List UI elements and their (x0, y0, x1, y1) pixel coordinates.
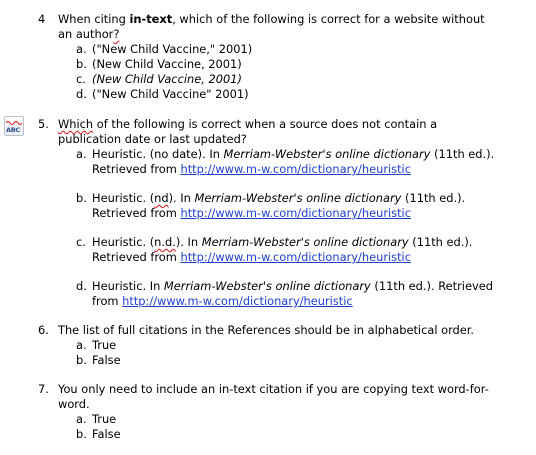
question-text: The list of full citations in the References should be in alphabetical order. (58, 323, 475, 337)
option-text-part: (11th ed.). Retrieved from (92, 235, 473, 264)
option-letter: a. (76, 412, 87, 426)
option-link[interactable]: http://www.m-w.com/dictionary/heuristic (180, 250, 411, 264)
answer-option-false[interactable] (76, 427, 498, 442)
question-number: 6. (38, 323, 49, 337)
option-text-part: Heuristic. ( (92, 191, 155, 205)
option-link[interactable]: http://www.m-w.com/dictionary/heuristic (122, 294, 353, 308)
spelling-check-icon[interactable] (4, 116, 24, 136)
option-text (92, 147, 498, 177)
question-6 (38, 323, 498, 368)
option-text: False (92, 427, 121, 441)
option-text: True (92, 412, 117, 426)
answer-option-d[interactable] (76, 279, 498, 309)
option-letter: c. (76, 72, 86, 86)
option-word-flagged: nd (154, 191, 169, 205)
question-text (58, 117, 498, 147)
answer-option-a[interactable] (76, 147, 498, 177)
option-text: ("New Child Vaccine" 2001) (92, 87, 249, 101)
question-emphasis: in-text (129, 12, 173, 26)
option-letter: b. (76, 353, 87, 367)
answer-option-false[interactable] (76, 353, 498, 368)
question-mark-flagged: ? (113, 27, 120, 41)
question-text: You only need to include an in-text citation if you are copying text word-for-word. (58, 382, 489, 411)
question-text-part: , which of the following is correct for a website without an author (58, 12, 485, 41)
option-letter: a. (76, 42, 87, 56)
option-title: Merriam-Webster's online dictionary (201, 235, 409, 249)
option-text (92, 191, 498, 221)
option-title: Merriam-Webster's online dictionary (163, 279, 371, 293)
option-text-part: (11th ed.). Retrieved from (92, 147, 495, 176)
spelling-wave-icon (6, 120, 22, 125)
answer-option-true[interactable] (76, 338, 498, 353)
answer-option-c[interactable] (76, 235, 498, 265)
option-link[interactable]: http://www.m-w.com/dictionary/heuristic (180, 162, 411, 176)
answer-options (76, 412, 498, 442)
option-letter: b. (76, 191, 87, 205)
option-word-flagged: n.d. (154, 235, 176, 249)
option-letter: d. (76, 87, 87, 101)
answer-options (76, 147, 498, 309)
option-text: False (92, 353, 121, 367)
option-letter: b. (76, 57, 87, 71)
option-text: (New Child Vaccine, 2001) (92, 57, 242, 71)
option-text: ("New Child Vaccine," 2001) (92, 42, 253, 56)
option-text-part: Heuristic. (no date). In (92, 147, 224, 161)
option-letter: a. (76, 338, 87, 352)
option-text (92, 235, 498, 265)
option-letter: c. (76, 235, 86, 249)
option-title: Merriam-Webster's online dictionary (194, 191, 402, 205)
answer-option-a[interactable] (76, 42, 498, 57)
question-number: 4 (38, 12, 46, 26)
option-text-part: ). In (168, 191, 195, 205)
answer-option-true[interactable] (76, 412, 498, 427)
option-text: True (92, 338, 117, 352)
question-4 (38, 12, 498, 102)
question-word-flagged: Which (58, 117, 94, 131)
option-title: Merriam-Webster's online dictionary (223, 147, 431, 161)
answer-options (76, 338, 498, 368)
question-text-part: When citing (58, 12, 130, 26)
option-text-part: (11th ed.). Retrieved from (92, 191, 466, 220)
answer-option-c[interactable] (76, 72, 498, 87)
answer-option-b[interactable] (76, 57, 498, 72)
option-text-part: (11th ed.). Retrieved from (92, 279, 493, 308)
option-letter: a. (76, 147, 87, 161)
question-number: 7. (38, 382, 49, 396)
question-5 (38, 117, 498, 309)
question-7 (38, 382, 498, 442)
spelling-check-label: ABC (6, 126, 20, 134)
question-number: 5. (38, 117, 49, 131)
option-text-part: Heuristic. In (92, 279, 164, 293)
option-letter: b. (76, 427, 87, 441)
option-text-part: Heuristic. ( (92, 235, 155, 249)
option-text: (New Child Vaccine, 2001) (92, 72, 242, 86)
option-text-part: ). In (175, 235, 202, 249)
answer-option-b[interactable] (76, 191, 498, 221)
answer-options (76, 42, 498, 102)
option-link[interactable]: http://www.m-w.com/dictionary/heuristic (180, 206, 411, 220)
option-letter: d. (76, 279, 87, 293)
answer-option-d[interactable] (76, 87, 498, 102)
question-text (58, 12, 498, 42)
question-text-part: of the following is correct when a source does not contain a publication date or last updated? (58, 117, 438, 146)
option-text (92, 279, 498, 309)
